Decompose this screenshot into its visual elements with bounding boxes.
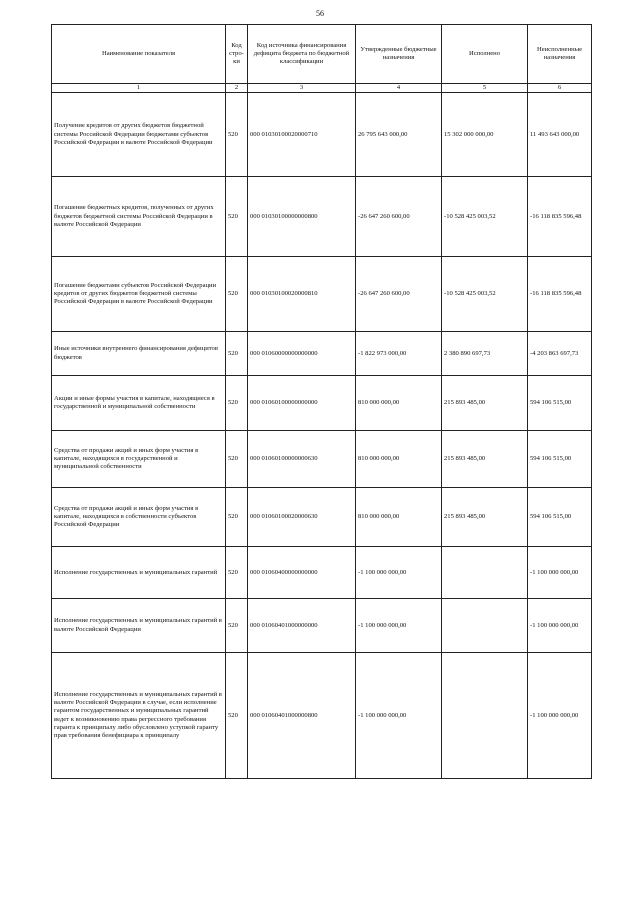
line-code: 520	[226, 653, 248, 779]
line-code: 520	[226, 431, 248, 488]
table-row	[52, 488, 592, 547]
unexecuted-amount: 594 106 515,00	[528, 431, 592, 488]
line-code: 520	[226, 177, 248, 257]
source-code: 000 01060401000000800	[248, 653, 356, 779]
unexecuted-amount: -16 118 835 596,48	[528, 257, 592, 332]
column-number: 1	[52, 84, 226, 93]
indicator-name: Исполнение государственных и муниципальных гарантий	[52, 547, 226, 599]
indicator-name: Исполнение государственных и муниципальных гарантий в валюте Российской Федерации	[52, 599, 226, 653]
executed-amount	[442, 653, 528, 779]
header-indicator-name: Наименование показателя	[52, 25, 226, 84]
approved-amount: -1 822 973 000,00	[356, 332, 442, 376]
table-row	[52, 332, 592, 376]
indicator-name: Средства от продажи акций и иных форм участия в капитале, находящихся в собственности субъектов Российской Федерации	[52, 488, 226, 547]
executed-amount	[442, 599, 528, 653]
indicator-name: Погашение бюджетами субъектов Российской Федерации кредитов от других бюджетов бюджетной системы Российской Федерации в валюте Российской Федерации	[52, 257, 226, 332]
header-unexecuted: Неисполненные назначения	[528, 25, 592, 84]
table-row	[52, 653, 592, 779]
source-code: 000 01060400000000000	[248, 547, 356, 599]
executed-amount	[442, 547, 528, 599]
header-executed: Исполнено	[442, 25, 528, 84]
header-source-code: Код источника финансирования дефицита бюджета по бюджетной классификации	[248, 25, 356, 84]
approved-amount: -26 647 260 600,00	[356, 177, 442, 257]
executed-amount: 2 380 890 697,73	[442, 332, 528, 376]
source-code: 000 01030100020000810	[248, 257, 356, 332]
source-code: 000 01060100020000630	[248, 488, 356, 547]
column-number-row	[52, 84, 592, 93]
executed-amount: 215 893 485,00	[442, 376, 528, 431]
column-number: 6	[528, 84, 592, 93]
executed-amount: 215 893 485,00	[442, 431, 528, 488]
approved-amount: 26 795 643 000,00	[356, 93, 442, 177]
unexecuted-amount: -16 118 835 596,48	[528, 177, 592, 257]
table-row	[52, 257, 592, 332]
source-code: 000 01030100020000710	[248, 93, 356, 177]
source-code: 000 01030100000000800	[248, 177, 356, 257]
line-code: 520	[226, 599, 248, 653]
line-code: 520	[226, 93, 248, 177]
column-number: 3	[248, 84, 356, 93]
header-line-code: Код стро-ки	[226, 25, 248, 84]
indicator-name: Средства от продажи акций и иных форм участия в капитале, находящихся в государственной и муниципальной собственности	[52, 431, 226, 488]
page-number: 56	[316, 9, 324, 18]
approved-amount: -26 647 260 600,00	[356, 257, 442, 332]
table-row	[52, 547, 592, 599]
budget-sources-table	[51, 24, 592, 779]
table-header-row	[52, 25, 592, 84]
approved-amount: -1 100 000 000,00	[356, 599, 442, 653]
indicator-name: Акции и иные формы участия в капитале, находящиеся в государственной и муниципальной собственности	[52, 376, 226, 431]
unexecuted-amount: 594 106 515,00	[528, 488, 592, 547]
column-number: 5	[442, 84, 528, 93]
column-number: 4	[356, 84, 442, 93]
unexecuted-amount: -1 100 000 000,00	[528, 599, 592, 653]
source-code: 000 01060401000000000	[248, 599, 356, 653]
source-code: 000 01060100000000630	[248, 431, 356, 488]
header-approved: Утвержденные бюджетные назначения	[356, 25, 442, 84]
unexecuted-amount: 594 106 515,00	[528, 376, 592, 431]
indicator-name: Погашение бюджетных кредитов, полученных от других бюджетов бюджетной системы Российской Федерации в валюте Российской Федерации	[52, 177, 226, 257]
indicator-name: Иные источники внутреннего финансирования дефицитов бюджетов	[52, 332, 226, 376]
line-code: 520	[226, 547, 248, 599]
line-code: 520	[226, 376, 248, 431]
approved-amount: -1 100 000 000,00	[356, 547, 442, 599]
unexecuted-amount: -4 203 863 697,73	[528, 332, 592, 376]
executed-amount: 15 302 000 000,00	[442, 93, 528, 177]
executed-amount: -10 528 425 003,52	[442, 177, 528, 257]
unexecuted-amount: -1 100 000 000,00	[528, 547, 592, 599]
approved-amount: 810 000 000,00	[356, 488, 442, 547]
table-row	[52, 177, 592, 257]
approved-amount: 810 000 000,00	[356, 431, 442, 488]
executed-amount: 215 893 485,00	[442, 488, 528, 547]
line-code: 520	[226, 488, 248, 547]
column-number: 2	[226, 84, 248, 93]
source-code: 000 01060100000000000	[248, 376, 356, 431]
approved-amount: -1 100 000 000,00	[356, 653, 442, 779]
source-code: 000 01060000000000000	[248, 332, 356, 376]
table-row	[52, 599, 592, 653]
line-code: 520	[226, 257, 248, 332]
indicator-name: Получение кредитов от других бюджетов бюджетной системы Российской Федерации бюджетами субъектов Российской Федерации в валюте Российской Федерации	[52, 93, 226, 177]
table-row	[52, 376, 592, 431]
indicator-name: Исполнение государственных и муниципальных гарантий в валюте Российской Федерации в случае, если исполнение гарантом государственных и муниципальных гарантий ведет к возникновению права регрессного требования гаранта к принципалу либо обусловлено уступкой гаранту прав требования бенефициара к принципалу	[52, 653, 226, 779]
approved-amount: 810 000 000,00	[356, 376, 442, 431]
unexecuted-amount: -1 100 000 000,00	[528, 653, 592, 779]
table-row	[52, 431, 592, 488]
line-code: 520	[226, 332, 248, 376]
unexecuted-amount: 11 493 643 000,00	[528, 93, 592, 177]
executed-amount: -10 528 425 003,52	[442, 257, 528, 332]
table-row	[52, 93, 592, 177]
